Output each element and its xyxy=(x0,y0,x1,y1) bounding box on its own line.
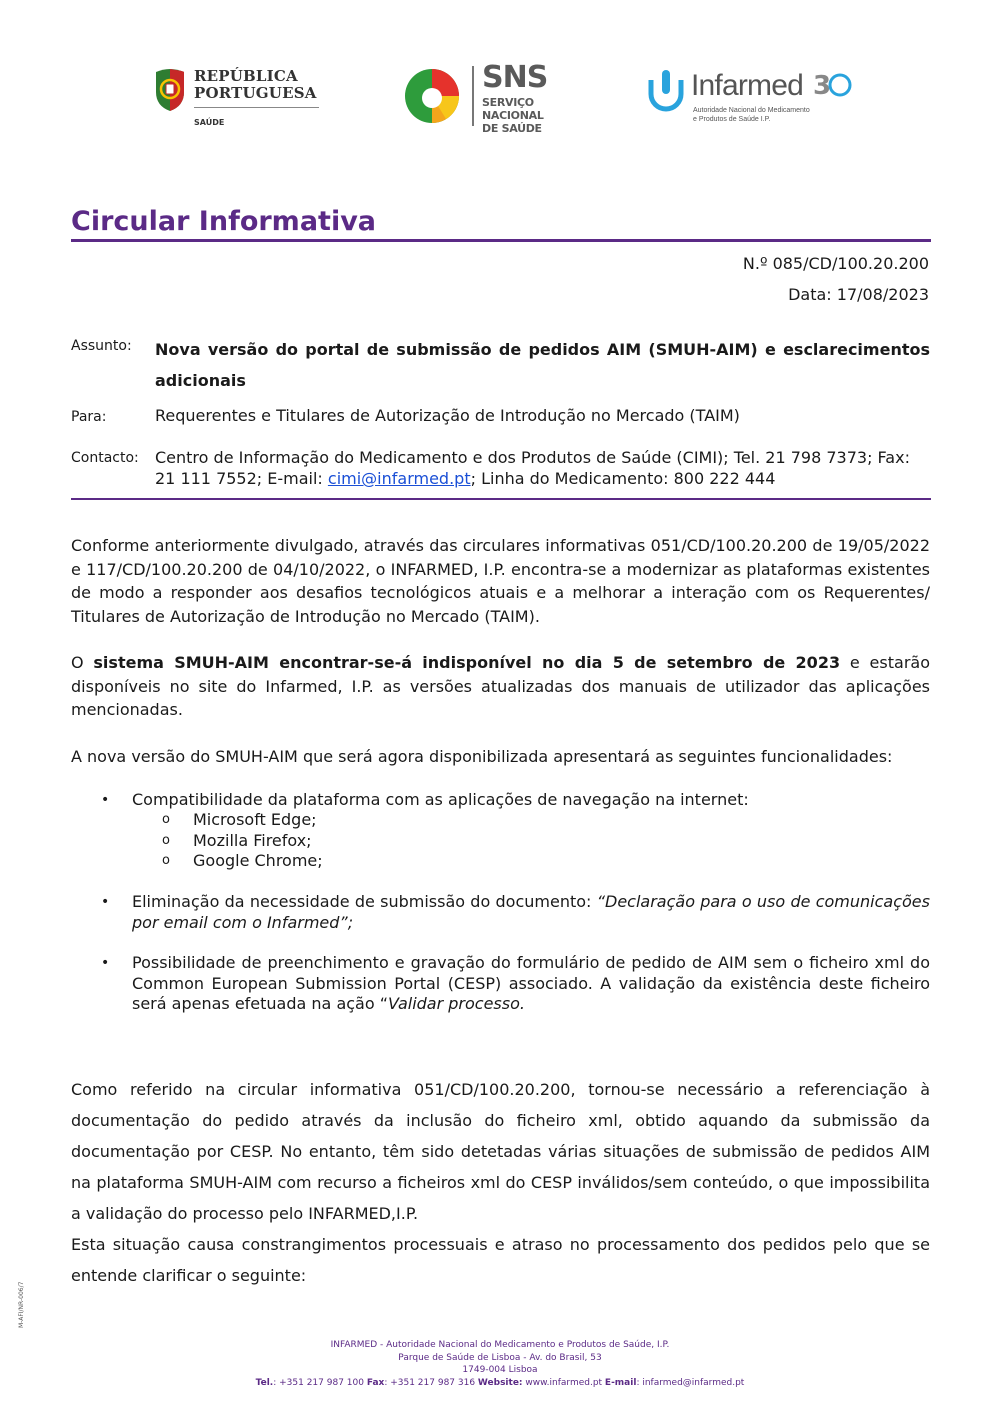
title-divider xyxy=(71,239,931,242)
contact-text: Centro de Informação do Medicamento e dos Produtos de Saúde (CIMI); Tel. 21 798 7373; Fax: 21 111 7552; E-mail: cimi@infarmed.pt; Linha do Medicamento: 800 222 444 xyxy=(155,448,910,488)
infarmed-subtitle: Autoridade Nacional do Medicamento e Produtos de Saúde I.P. xyxy=(693,107,810,123)
paragraph-xml-reference: Como referido na circular informativa 051/CD/100.20.200, tornou-se necessário a referenciação à documentação do pedido através da inclusão do ficheiro xml, obtido aquando da submissão da documentação por CESP. No entanto, têm sido detetadas várias situações de submissão de pedidos AIM na plataforma SMUH-AIM com recurso a ficheiros xml do CESP inválidos/sem conteúdo, o que impossibilita a validação do processo pelo INFARMED,I.P. xyxy=(71,1080,930,1223)
form-code: M-AFI/NR-006/7 xyxy=(18,1281,25,1328)
header-divider xyxy=(71,498,931,500)
footer-website-link[interactable]: www.infarmed.pt xyxy=(522,1378,605,1388)
footer-email-link[interactable]: : infarmed@infarmed.pt xyxy=(636,1378,745,1388)
republica-portuguesa-name: REPÚBLICA PORTUGUESA xyxy=(194,67,317,102)
paragraph-clarification: Esta situação causa constrangimentos processuais e atraso no processamento dos pedidos pelo que se entende clarificar o seguinte: xyxy=(71,1235,930,1285)
infarmed-logo xyxy=(645,62,860,134)
sns-logo xyxy=(402,60,582,135)
recipients-label: Para: xyxy=(71,409,107,425)
republica-portuguesa-logo xyxy=(150,62,325,134)
circular-number: N.º 085/CD/100.20.200 xyxy=(742,254,929,273)
subject-label: Assunto: xyxy=(71,338,132,354)
recipients-text: Requerentes e Titulares de Autorização de Introdução no Mercado (TAIM) xyxy=(155,406,740,425)
contact-label: Contacto: xyxy=(71,450,139,466)
paragraph-intro: Conforme anteriormente divulgado, através das circulares informativas 051/CD/100.20.200 de 19/05/2022 e 117/CD/100.20.200 de 04/10/2022, o INFARMED, I.P. encontra-se a modernizar as plataformas existentes de modo a responder aos desafios tecnológicos atuais e a melhorar a interação com os Requerentes/ Titulares de Autorização de Introdução no Mercado (TAIM). xyxy=(71,536,930,626)
anniversary-30-icon xyxy=(813,68,853,102)
footer-address: Parque de Saúde de Lisboa - Av. do Brasil, 53 xyxy=(398,1353,602,1363)
circle-bullet-icon: o xyxy=(162,812,170,827)
document-title: Circular Informativa xyxy=(71,206,377,237)
logo-bar xyxy=(150,62,860,142)
footer-postcode: 1749-004 Lisboa xyxy=(462,1365,538,1375)
unavailability-highlight: sistema SMUH-AIM encontrar-se-á indisponível no dia 5 de setembro de 2023 xyxy=(93,653,841,672)
infarmed-drop-icon xyxy=(645,68,687,112)
logo-divider xyxy=(194,107,319,108)
contact-email-link[interactable]: cimi@infarmed.pt xyxy=(327,469,471,488)
bullet-icon: • xyxy=(101,955,110,971)
sns-title: SNS xyxy=(482,60,548,95)
infarmed-name: Infarmed xyxy=(691,69,803,102)
bullet-icon: • xyxy=(101,792,110,808)
republica-sub: SAÚDE xyxy=(194,118,225,127)
subject-text: Nova versão do portal de submissão de pedidos AIM (SMUH-AIM) e esclarecimentos adicionais xyxy=(155,340,930,390)
paragraph-unavailability: O sistema SMUH-AIM encontrar-se-á indisponível no dia 5 de setembro de 2023 e estarão disponíveis no site do Infarmed, I.P. as versões atualizadas dos manuais de utilizador das aplicações mencionadas. xyxy=(71,653,930,719)
circular-date: Data: 17/08/2023 xyxy=(788,285,929,304)
footer-contacts: Tel.: +351 217 987 100 Fax: +351 217 987 316 Website: www.infarmed.pt E-mail: infarmed@infarmed.pt xyxy=(255,1378,745,1388)
sns-divider xyxy=(472,66,474,126)
footer-org: INFARMED - Autoridade Nacional do Medicamento e Produtos de Saúde, I.P. xyxy=(330,1340,670,1350)
sns-subtitle: SERVIÇO NACIONAL DE SAÚDE xyxy=(482,96,544,135)
circle-bullet-icon: o xyxy=(162,853,170,868)
sns-symbol-icon xyxy=(402,66,462,126)
portugal-shield-icon xyxy=(152,66,188,112)
svg-text:3: 3 xyxy=(813,71,832,101)
paragraph-features-intro: A nova versão do SMUH-AIM que será agora disponibilizada apresentará as seguintes funcionalidades: xyxy=(71,747,893,766)
circle-bullet-icon: o xyxy=(162,833,170,848)
bullet-icon: • xyxy=(101,894,110,910)
